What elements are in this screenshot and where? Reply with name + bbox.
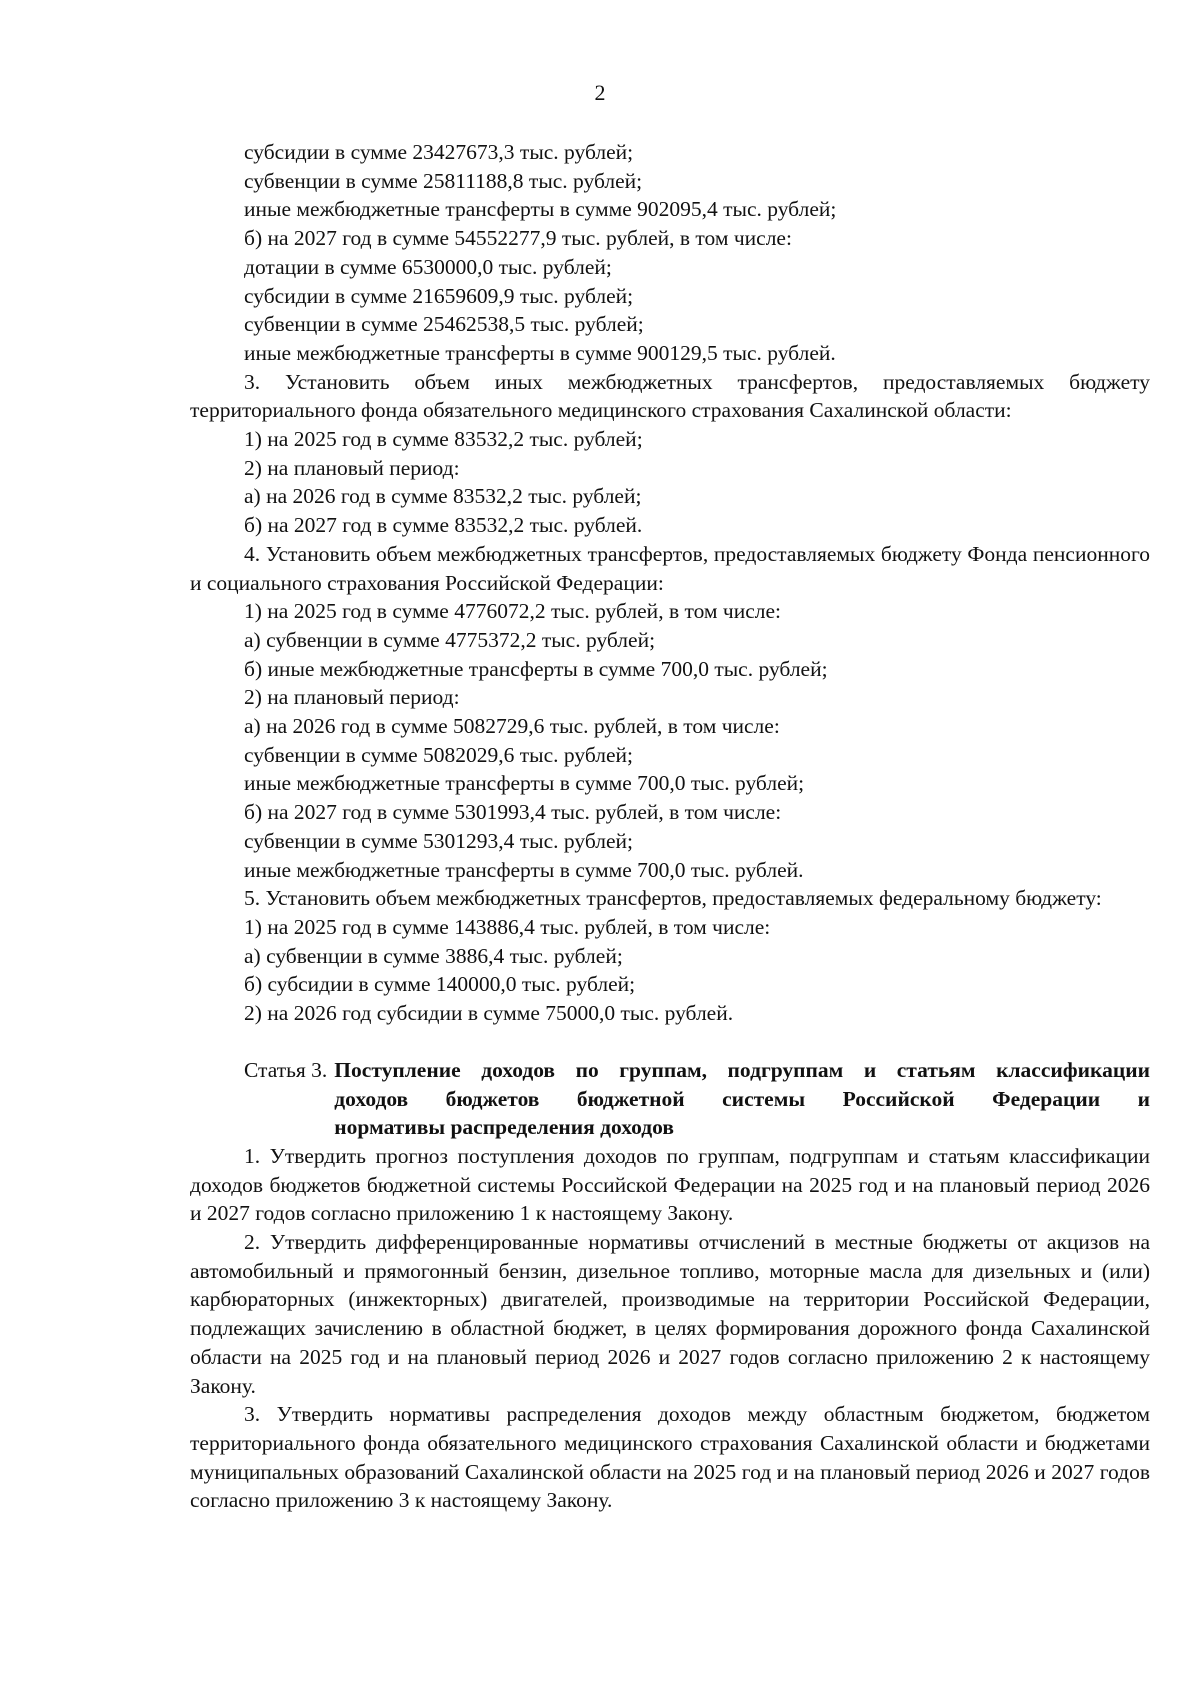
block4-line: б) на 2027 год в сумме 5301993,4 тыс. рублей, в том числе: xyxy=(244,800,782,825)
block4-line: а) субвенции в сумме 4775372,2 тыс. рублей; xyxy=(244,627,656,652)
paragraph-4: 4. Установить объем межбюджетных трансфертов, предоставляемых бюджету Фонда пенсионного и социального страхования Российской Федерации: xyxy=(190,541,1150,595)
block3-line: 1) на 2025 год в сумме 83532,2 тыс. рублей; xyxy=(244,427,643,452)
article-title-line: нормативы распределения доходов xyxy=(334,1115,674,1140)
block1-line: субвенции в сумме 25811188,8 тыс. рублей; xyxy=(244,168,643,193)
block4-line: 2) на плановый период: xyxy=(244,685,460,710)
block4-line: субвенции в сумме 5301293,4 тыс. рублей; xyxy=(244,828,633,853)
block1-line: субвенции в сумме 25462538,5 тыс. рублей; xyxy=(244,312,644,337)
block5-line: а) субвенции в сумме 3886,4 тыс. рублей; xyxy=(244,943,623,968)
block1-line: дотации в сумме 6530000,0 тыс. рублей; xyxy=(244,254,612,279)
block1-line: иные межбюджетные трансферты в сумме 900129,5 тыс. рублей. xyxy=(244,340,836,365)
block4-line: 1) на 2025 год в сумме 4776072,2 тыс. рублей, в том числе: xyxy=(244,599,782,624)
block3-line: 2) на плановый период: xyxy=(244,455,460,480)
block1-line: субсидии в сумме 21659609,9 тыс. рублей; xyxy=(244,283,634,308)
article-3-paragraph-2: 2. Утвердить дифференцированные нормативы отчислений в местные бюджеты от акцизов на автомобильный и прямогонный бензин, дизельное топливо, моторные масла для дизельных и (или) карбюраторных (инжекторных) двигателей, производимые на территории Российской Федерации, подлежащих зачислению в областной бюджет, в целях формирования дорожного фонда Сахалинской области на 2025 год и на плановый период 2026 и 2027 годов согласно приложению 2 к настоящему Закону. xyxy=(190,1230,1150,1398)
article-label: Статья 3. xyxy=(244,1057,328,1082)
block3-line: б) на 2027 год в сумме 83532,2 тыс. рублей. xyxy=(244,513,643,538)
page-number: 2 xyxy=(594,80,606,105)
article-3-heading xyxy=(244,1056,1150,1142)
paragraph-5: 5. Установить объем межбюджетных трансфертов, предоставляемых федеральному бюджету: xyxy=(244,886,1102,911)
document-body xyxy=(190,138,1150,1515)
article-3-paragraph-3: 3. Утвердить нормативы распределения доходов между областным бюджетом, бюджетом территориального фонда обязательного медицинского страхования Сахалинской области и бюджетами муниципальных образований Сахалинской области на 2025 год и на плановый период 2026 и 2027 годов согласно приложению 3 к настоящему Закону. xyxy=(190,1402,1150,1513)
block5-line: 1) на 2025 год в сумме 143886,4 тыс. рублей, в том числе: xyxy=(244,914,771,939)
block1-line: иные межбюджетные трансферты в сумме 902095,4 тыс. рублей; xyxy=(244,197,837,222)
paragraph-3: 3. Установить объем иных межбюджетных трансфертов, предоставляемых бюджету территориального фонда обязательного медицинского страхования Сахалинской области: xyxy=(190,369,1150,423)
article-title-line: Поступление доходов по группам, подгруппам и статьям классификации xyxy=(334,1057,1150,1082)
block1-line: б) на 2027 год в сумме 54552277,9 тыс. рублей, в том числе: xyxy=(244,226,792,251)
block4-line: иные межбюджетные трансферты в сумме 700,0 тыс. рублей; xyxy=(244,771,805,796)
block4-line: субвенции в сумме 5082029,6 тыс. рублей; xyxy=(244,742,633,767)
block4-line: иные межбюджетные трансферты в сумме 700,0 тыс. рублей. xyxy=(244,857,804,882)
block3-line: а) на 2026 год в сумме 83532,2 тыс. рублей; xyxy=(244,484,642,509)
block4-line: б) иные межбюджетные трансферты в сумме 700,0 тыс. рублей; xyxy=(244,656,828,681)
article-3-paragraph-1: 1. Утвердить прогноз поступления доходов по группам, подгруппам и статьям классификации доходов бюджетов бюджетной системы Российской Федерации на 2025 год и на плановый период 2026 и 2027 годов согласно приложению 1 к настоящему Закону. xyxy=(190,1143,1150,1226)
section-spacer xyxy=(190,1028,1150,1056)
article-title xyxy=(334,1056,1150,1142)
block4-line: а) на 2026 год в сумме 5082729,6 тыс. рублей, в том числе: xyxy=(244,714,780,739)
block5-line: б) субсидии в сумме 140000,0 тыс. рублей; xyxy=(244,972,636,997)
block5-line: 2) на 2026 год субсидии в сумме 75000,0 тыс. рублей. xyxy=(244,1001,734,1026)
block1-line: субсидии в сумме 23427673,3 тыс. рублей; xyxy=(244,140,634,164)
article-title-line: доходов бюджетов бюджетной системы Российской Федерации и xyxy=(334,1086,1150,1111)
